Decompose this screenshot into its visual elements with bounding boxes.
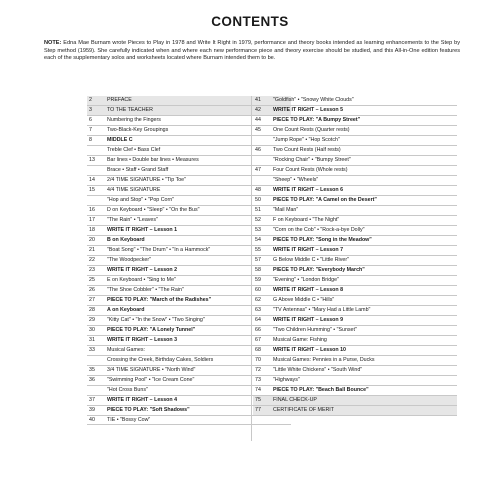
toc-entry-title: One Count Rests (Quarter rests) (273, 126, 350, 133)
toc-entry-title: "Swimming Pool" • "Ice Cream Cone" (107, 376, 195, 383)
toc-entry (253, 166, 457, 176)
toc-entry-title: "The Woodpecker" (107, 256, 151, 263)
toc-entry (253, 196, 457, 206)
toc-page-number: 46 (255, 146, 261, 153)
toc-entry-title: "The Rain" • "Leaves" (107, 216, 158, 223)
toc-entry-title: PIECE TO PLAY: "Song in the Meadow" (273, 236, 372, 243)
toc-entry-title: Musical Games: Pennies in a Purse, Ducks (273, 356, 375, 363)
toc-entry (253, 376, 457, 386)
toc-page-number: 23 (89, 266, 95, 273)
page-title: CONTENTS (211, 14, 289, 29)
toc-entry-title: G Below Middle C • "Little River" (273, 256, 349, 263)
toc-entry-title: "Little White Chickens" • "South Wind" (273, 366, 363, 373)
toc-entry-title: "Rocking Chair" • "Bumpy Street" (273, 156, 351, 163)
toc-entry-title: A on Keyboard (107, 306, 145, 313)
toc-entry-title: WRITE IT RIGHT – Lesson 7 (273, 246, 344, 253)
toc-entry-title: "Hot Cross Buns" (107, 386, 148, 393)
note-text: Edna Mae Burnam wrote Pieces to Play in 1978 and Write It Right in 1979, performance and theory books intended as learning enhancements to the Step by Step method (1959). She carefully indicated when and where each new performance piece and theory exercise should be studied, and this All-in-One edition features each of the supplementary solos and worksheets located where Burnam intended them to be. (44, 40, 460, 61)
toc-entry-title: WRITE IT RIGHT – Lesson 6 (273, 186, 344, 193)
intro-note (44, 40, 460, 63)
toc-entry-title: "Two Children Humming" • "Sunset" (273, 326, 357, 333)
toc-entry-title: PIECE TO PLAY: "March of the Radishes" (107, 296, 212, 303)
toc-page-number: 59 (255, 276, 261, 283)
toc-entry-title: WRITE IT RIGHT – Lesson 1 (107, 226, 178, 233)
toc-entry (253, 96, 457, 106)
toc-page-number: 2 (89, 97, 92, 103)
toc-page-number: 48 (255, 186, 261, 193)
toc-page-number: 26 (89, 286, 95, 293)
toc-entry (253, 306, 457, 316)
toc-page-number: 77 (255, 406, 261, 413)
toc-page-number: 14 (89, 176, 95, 183)
toc-entry-title: PIECE TO PLAY: "A Camel on the Desert" (273, 196, 377, 203)
toc-page-number: 30 (89, 326, 95, 333)
toc-entry (253, 296, 457, 306)
column-divider (251, 96, 252, 441)
toc-entry-title: WRITE IT RIGHT – Lesson 2 (107, 266, 178, 273)
toc-page-number: 31 (89, 336, 95, 343)
toc-entry (253, 256, 457, 266)
toc-entry-title: WRITE IT RIGHT – Lesson 4 (107, 396, 178, 403)
toc-page-number: 35 (89, 366, 95, 373)
toc-page-number: 41 (255, 97, 261, 103)
toc-page-number: 21 (89, 246, 95, 253)
toc-page-number: 50 (255, 196, 261, 203)
toc-entry (253, 406, 457, 416)
toc-entry-title: Four Count Rests (Whole rests) (273, 166, 348, 173)
toc-page-number: 74 (255, 386, 261, 393)
toc-page-number: 47 (255, 166, 261, 173)
toc-entry-title: PIECE TO PLAY: "A Lonely Tunnel" (107, 326, 196, 333)
toc-entry-title: PIECE TO PLAY: "Beach Ball Bounce" (273, 386, 369, 393)
toc-entry-title: "Highways" (273, 376, 300, 383)
toc-entry (253, 206, 457, 216)
toc-page-number: 67 (255, 336, 261, 343)
toc-page-number: 3 (89, 106, 92, 113)
toc-entry-title: D on Keyboard • "Sleep" • "On the Bus" (107, 206, 200, 213)
toc-page-number: 18 (89, 226, 95, 233)
toc-page-number: 7 (89, 126, 92, 133)
toc-entry (253, 326, 457, 336)
toc-entry-title: "Boat Song" • "The Drum" • "In a Hammock" (107, 246, 211, 253)
toc-entry-title: 2/4 TIME SIGNATURE • "Tip Toe" (107, 176, 187, 183)
toc-entry-title: PIECE TO PLAY: "Everybody March" (273, 266, 365, 273)
toc-entry-title: WRITE IT RIGHT – Lesson 5 (273, 106, 344, 113)
toc-entry (253, 396, 457, 406)
toc-page-number: 39 (89, 406, 95, 413)
toc-page-number: 8 (89, 136, 92, 143)
toc-page-number: 29 (89, 316, 95, 323)
toc-entry (87, 416, 291, 426)
toc-page-number: 25 (89, 276, 95, 283)
toc-entry-title: B on Keyboard (107, 236, 145, 243)
toc-page-number: 53 (255, 226, 261, 233)
toc-page-number: 52 (255, 216, 261, 223)
toc-entry-title: "Hop and Stop" • "Pop Corn" (107, 196, 175, 203)
toc-page-number: 6 (89, 116, 92, 123)
toc-entry-title: WRITE IT RIGHT – Lesson 3 (107, 336, 178, 343)
toc-entry-title: Crossing the Creek, Birthday Cakes, Soldiers (107, 356, 214, 363)
toc-page-number: 45 (255, 126, 261, 133)
toc-page-number: 15 (89, 186, 95, 193)
toc-page-number: 66 (255, 326, 261, 333)
toc-entry-title: "Mail Man" (273, 206, 299, 213)
toc-entry (253, 156, 457, 166)
toc-entry (253, 216, 457, 226)
toc-entry-title: 4/4 TIME SIGNATURE (107, 186, 161, 193)
toc-entry (253, 386, 457, 396)
toc-page-number: 60 (255, 286, 261, 293)
toc-page-number: 55 (255, 246, 261, 253)
toc-entry (253, 136, 457, 146)
toc-page-number: 54 (255, 236, 261, 243)
toc-entry (253, 176, 457, 186)
contents-right-column (253, 96, 457, 416)
toc-entry (253, 236, 457, 246)
toc-page-number: 70 (255, 356, 261, 363)
toc-entry (253, 316, 457, 326)
toc-entry-title: "Kitty Cat" • "In the Snow" • "Two Singing" (107, 316, 205, 323)
toc-page-number: 20 (89, 236, 95, 243)
toc-entry (253, 286, 457, 296)
toc-entry-title: E on Keyboard • "Sing to Me" (107, 276, 176, 283)
toc-page-number: 58 (255, 266, 261, 273)
toc-entry-title: "TV Antennas" • "Mary Had a Little Lamb" (273, 306, 371, 313)
toc-entry-title: Two-Black-Key Groupings (107, 126, 169, 133)
toc-entry-title: Two Count Rests (Half rests) (273, 146, 341, 153)
toc-entry-title: TIE • "Bossy Cow" (107, 416, 151, 423)
toc-entry (253, 126, 457, 136)
toc-page-number: 22 (89, 256, 95, 263)
toc-entry-title: PREFACE (107, 97, 132, 103)
toc-entry (253, 346, 457, 356)
toc-page-number: 51 (255, 206, 261, 213)
toc-entry (253, 226, 457, 236)
toc-entry-title: PIECE TO PLAY: "A Bumpy Street" (273, 116, 361, 123)
note-label: NOTE: (44, 40, 62, 46)
toc-entry-title: WRITE IT RIGHT – Lesson 10 (273, 346, 346, 353)
toc-entry (253, 146, 457, 156)
toc-entry (253, 276, 457, 286)
toc-page-number: 73 (255, 376, 261, 383)
toc-entry-title: 3/4 TIME SIGNATURE • "North Wind" (107, 366, 196, 373)
toc-entry-title: Bar lines • Double bar lines • Measures (107, 156, 199, 163)
toc-entry (253, 266, 457, 276)
toc-entry-title: WRITE IT RIGHT – Lesson 9 (273, 316, 344, 323)
toc-entry-title: F on Keyboard • "The Night" (273, 216, 340, 223)
toc-entry-title: Musical Game: Fishing (273, 336, 327, 343)
toc-page-number: 17 (89, 216, 95, 223)
toc-entry-title: "Jump Rope" • "Hop Scotch" (273, 136, 340, 143)
toc-entry (253, 356, 457, 366)
toc-entry-title: PIECE TO PLAY: "Soft Shadows" (107, 406, 190, 413)
toc-page-number: 57 (255, 256, 261, 263)
toc-page-number: 42 (255, 106, 261, 113)
toc-page-number: 64 (255, 316, 261, 323)
toc-page-number: 75 (255, 396, 261, 403)
toc-page-number: 68 (255, 346, 261, 353)
toc-page-number: 44 (255, 116, 261, 123)
toc-entry-title: FINAL CHECK-UP (273, 396, 317, 403)
toc-page-number: 28 (89, 306, 95, 313)
toc-entry-title: "Sheep" • "Wheels" (273, 176, 319, 183)
toc-entry-title: "Corn on the Cob" • "Rock-a-bye Dolly" (273, 226, 365, 233)
toc-entry-title: Numbering the Fingers (107, 116, 161, 123)
toc-entry (253, 246, 457, 256)
toc-entry-title: Treble Clef • Bass Clef (107, 146, 161, 153)
toc-page-number: 33 (89, 346, 95, 353)
toc-entry (253, 186, 457, 196)
toc-page-number: 16 (89, 206, 95, 213)
toc-page-number: 36 (89, 376, 95, 383)
toc-page-number: 40 (89, 416, 95, 423)
toc-page-number: 13 (89, 156, 95, 163)
toc-page-number: 72 (255, 366, 261, 373)
toc-entry (253, 336, 457, 346)
toc-page-number: 62 (255, 296, 261, 303)
toc-entry (253, 106, 457, 116)
toc-entry-title: Brace • Staff • Grand Staff (107, 166, 169, 173)
toc-entry-title: "Evening" • "London Bridge" (273, 276, 339, 283)
toc-entry-title: "Goldfish" • "Snowy White Clouds" (273, 97, 354, 103)
toc-entry-title: MIDDLE C (107, 136, 133, 143)
toc-entry-title: "The Shoe Cobbler" • "The Rain" (107, 286, 184, 293)
toc-entry (253, 366, 457, 376)
toc-page-number: 63 (255, 306, 261, 313)
toc-entry-title: TO THE TEACHER (107, 106, 153, 113)
toc-entry-title: G Above Middle C • "Hills" (273, 296, 335, 303)
toc-entry-title: CERTIFICATE OF MERIT (273, 406, 335, 413)
toc-entry-title: WRITE IT RIGHT – Lesson 8 (273, 286, 344, 293)
toc-entry (253, 116, 457, 126)
toc-page-number: 37 (89, 396, 95, 403)
toc-page-number: 27 (89, 296, 95, 303)
toc-entry-title: Musical Games: (107, 346, 145, 353)
